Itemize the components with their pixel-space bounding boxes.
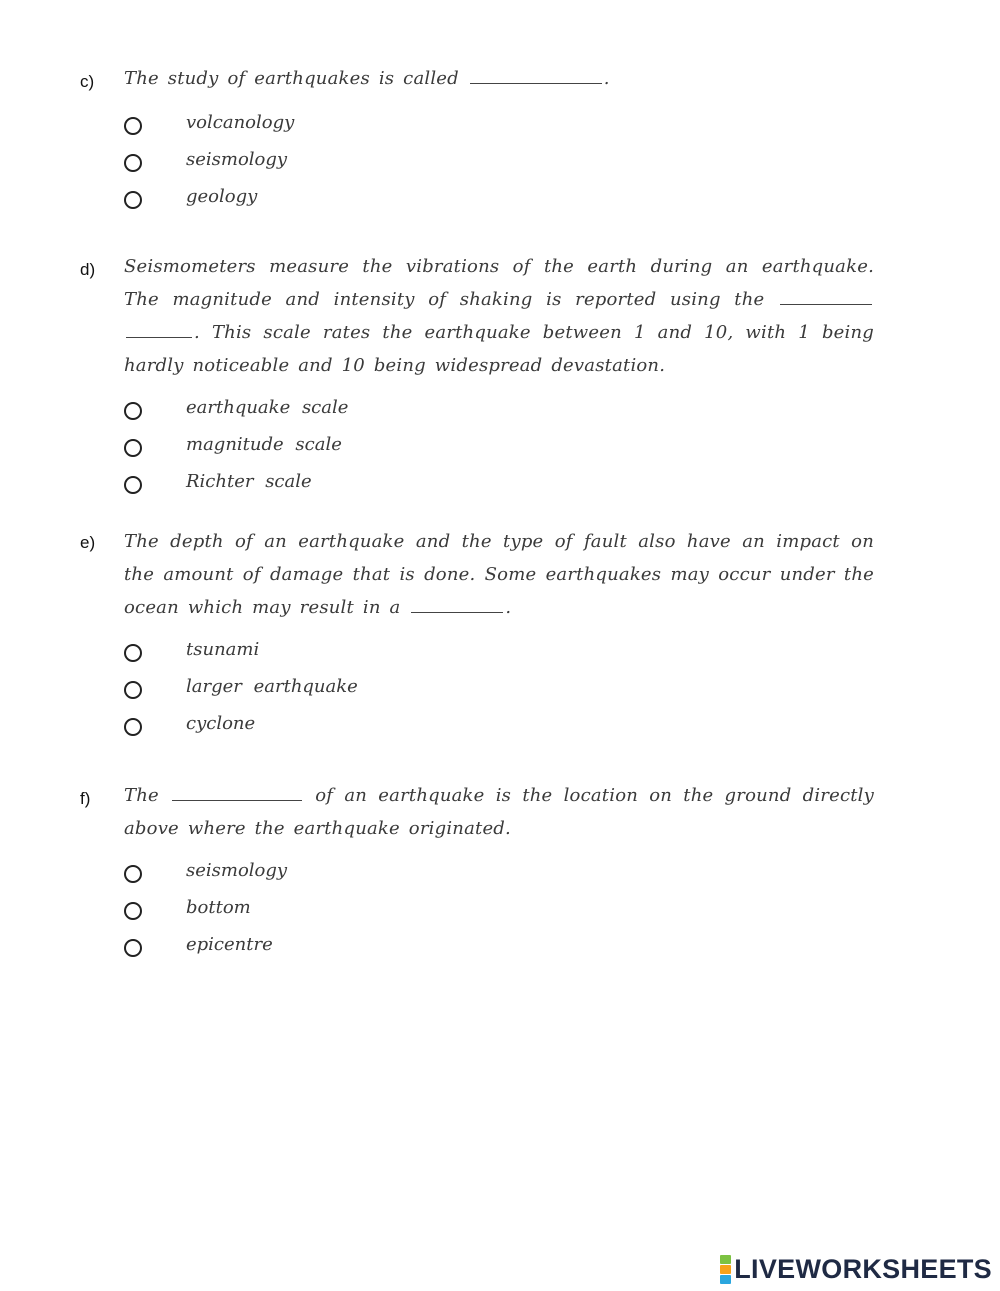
logo-text: LIVEWORKSHEETS bbox=[734, 1253, 992, 1284]
option-label: tsunami bbox=[186, 639, 260, 660]
question-label: e) bbox=[80, 533, 96, 552]
question-text: The depth of an earthquake and the type of fault also have an impact on the amount of damage that is done. Some earthquakes may occur under the ocean which may result in a . bbox=[124, 531, 874, 618]
option-label: seismology bbox=[186, 149, 288, 170]
radio-button[interactable] bbox=[124, 865, 142, 883]
option-label: earthquake scale bbox=[186, 397, 349, 418]
radio-button[interactable] bbox=[124, 476, 142, 494]
radio-button[interactable] bbox=[124, 154, 142, 172]
radio-button[interactable] bbox=[124, 439, 142, 457]
question-text: The study of earthquakes is called . bbox=[124, 68, 610, 89]
question-label: d) bbox=[80, 260, 96, 279]
radio-button[interactable] bbox=[124, 117, 142, 135]
answer-blank bbox=[470, 82, 602, 84]
radio-button[interactable] bbox=[124, 644, 142, 662]
radio-button[interactable] bbox=[124, 402, 142, 420]
option-label: epicentre bbox=[186, 934, 273, 955]
logo-block bbox=[720, 1265, 731, 1274]
option-label: magnitude scale bbox=[186, 434, 342, 455]
option-label: geology bbox=[186, 186, 258, 207]
option-label: bottom bbox=[186, 897, 251, 918]
answer-blank bbox=[126, 336, 192, 338]
option-label: larger earthquake bbox=[186, 676, 358, 697]
radio-button[interactable] bbox=[124, 718, 142, 736]
option-label: cyclone bbox=[186, 713, 256, 734]
radio-button[interactable] bbox=[124, 939, 142, 957]
answer-blank bbox=[411, 611, 503, 613]
radio-button[interactable] bbox=[124, 902, 142, 920]
answer-blank bbox=[172, 799, 302, 801]
radio-button[interactable] bbox=[124, 681, 142, 699]
logo-blocks-icon bbox=[720, 1255, 731, 1284]
question-label: c) bbox=[80, 72, 95, 91]
logo-block bbox=[720, 1275, 731, 1284]
answer-blank bbox=[780, 303, 872, 305]
question-label: f) bbox=[80, 789, 91, 808]
liveworksheets-logo bbox=[720, 1254, 992, 1284]
question-text: Seismometers measure the vibrations of the earth during an earthquake. The magnitude and intensity of shaking is reported using the . This scale rates the earthquake between 1 and 10, with 1 being hardly noticeable and 10 being widespread devastation. bbox=[124, 256, 874, 376]
option-label: volcanology bbox=[186, 112, 295, 133]
option-label: seismology bbox=[186, 860, 288, 881]
question-text: The of an earthquake is the location on the ground directly above where the earthquake originated. bbox=[124, 785, 874, 839]
option-label: Richter scale bbox=[186, 471, 312, 492]
logo-block bbox=[720, 1255, 731, 1264]
radio-button[interactable] bbox=[124, 191, 142, 209]
